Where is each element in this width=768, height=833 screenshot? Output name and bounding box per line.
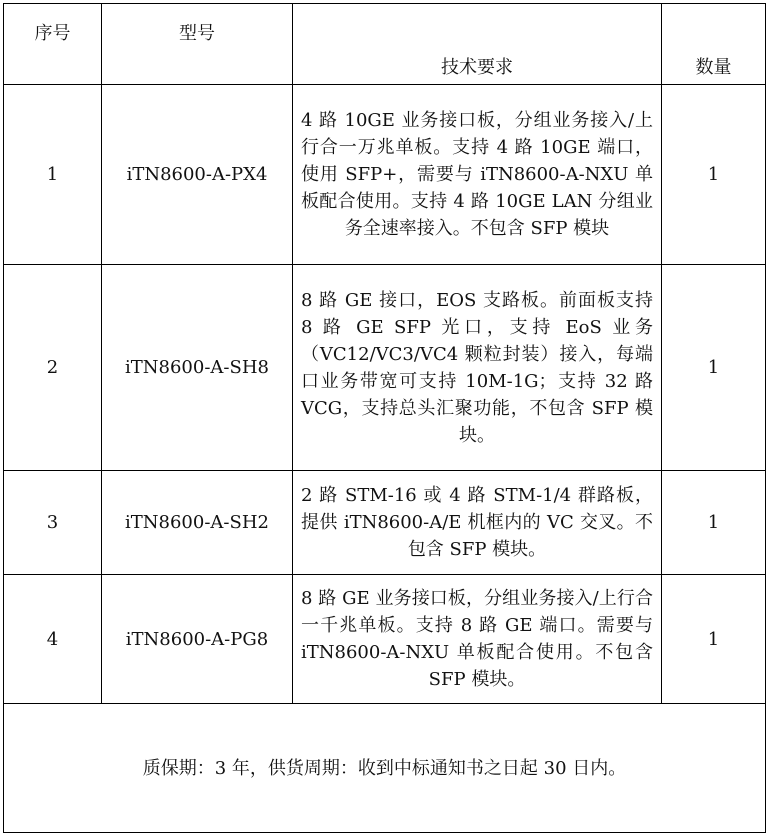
row-model: iTN8600-A-SH8 — [102, 265, 293, 471]
row-qty: 1 — [662, 85, 766, 265]
spec-table — [3, 3, 766, 833]
header-qty: 数量 — [662, 4, 766, 85]
warranty-note: 质保期：3 年，供货周期：收到中标通知书之日起 30 日内。 — [4, 704, 766, 833]
table-row — [4, 85, 766, 265]
row-tech: 8 路 GE 业务接口板，分组业务接入/上行合一千兆单板。支持 8 路 GE 端口。需要与 iTN8600-A-NXU 单板配合使用。不包含 SFP 模块。 — [301, 588, 653, 690]
header-model: 型号 — [102, 4, 293, 85]
row-qty: 1 — [662, 265, 766, 471]
header-tech: 技术要求 — [293, 4, 662, 85]
row-seq: 3 — [4, 471, 102, 575]
footer-row — [4, 704, 766, 833]
row-tech: 8 路 GE 接口，EOS 支路板。前面板支持 8 路 GE SFP 光口，支持 EoS 业务（VC12/VC3/VC4 颗粒封装）接入，每端口业务带宽可支持 10M-1G；支持 32 路 VCG，支持总头汇聚功能，不包含 SFP 模块。 — [301, 289, 653, 446]
table-row — [4, 575, 766, 704]
header-row — [4, 4, 766, 85]
row-tech: 4 路 10GE 业务接口板，分组业务接入/上行合一万兆单板。支持 4 路 10GE 端口，使用 SFP+，需要与 iTN8600-A-NXU 单板配合使用。支持 4 路 10GE LAN 分组业务全速率接入。不包含 SFP 模块 — [301, 110, 653, 239]
row-seq: 2 — [4, 265, 102, 471]
row-tech-cell — [293, 575, 662, 704]
row-qty: 1 — [662, 471, 766, 575]
row-tech-cell — [293, 265, 662, 471]
row-model: iTN8600-A-SH2 — [102, 471, 293, 575]
row-seq: 4 — [4, 575, 102, 704]
row-seq: 1 — [4, 85, 102, 265]
header-seq: 序号 — [4, 4, 102, 85]
row-tech-cell — [293, 471, 662, 575]
row-qty: 1 — [662, 575, 766, 704]
row-tech-cell — [293, 85, 662, 265]
table-row — [4, 471, 766, 575]
row-model: iTN8600-A-PG8 — [102, 575, 293, 704]
row-tech: 2 路 STM-16 或 4 路 STM-1/4 群路板，提供 iTN8600-A/E 机框内的 VC 交叉。不包含 SFP 模块。 — [301, 485, 653, 560]
table-row — [4, 265, 766, 471]
row-model: iTN8600-A-PX4 — [102, 85, 293, 265]
